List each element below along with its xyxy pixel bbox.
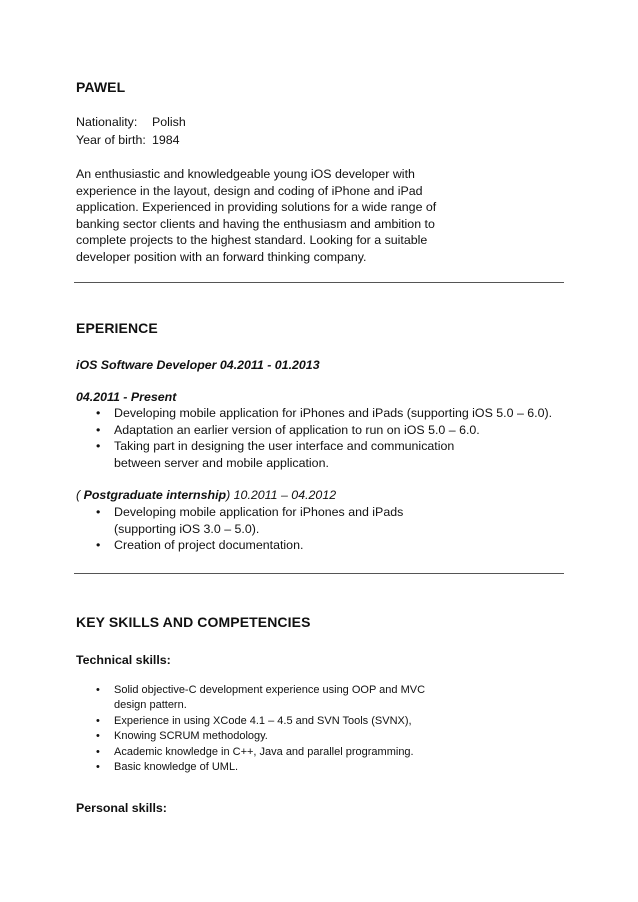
- bullet: •: [96, 684, 100, 696]
- bullet: •: [96, 505, 101, 519]
- section-divider: [74, 573, 564, 574]
- summary-line: An enthusiastic and knowledgeable young iOS developer with: [76, 167, 415, 181]
- period2-bullets: [96, 504, 403, 554]
- list-item: • Taking part in designing the user interface and communication between server and mobile application.: [96, 439, 455, 470]
- list-item: • Developing mobile application for iPhones and iPads (supporting iOS 3.0 – 5.0).: [96, 505, 404, 536]
- bullet: •: [96, 745, 100, 758]
- list-item: • Solid objective-C development experience using OOP and MVC design pattern.: [96, 684, 426, 712]
- birth-year-row: [76, 132, 180, 149]
- period-label: 04.2011 - Present: [76, 390, 177, 404]
- list-item: • Creation of project documentation.: [96, 538, 304, 553]
- nationality-label: Nationality:: [76, 115, 138, 129]
- summary-line: application. Experienced in providing solutions for a wide range of: [76, 200, 437, 215]
- technical-skills-list: [96, 683, 425, 775]
- bullet: •: [96, 422, 101, 437]
- list-item: • Experience in using XCode 4.1 – 4.5 and SVN Tools (SVNX),: [96, 714, 425, 729]
- list-item: • Academic knowledge in C++, Java and parallel programming.: [96, 745, 425, 760]
- summary-paragraph: [76, 166, 436, 266]
- bullet: •: [96, 730, 100, 743]
- nationality-value: Polish: [152, 115, 186, 129]
- section-divider: [74, 282, 564, 283]
- nationality-row: [76, 114, 186, 131]
- bullet: •: [96, 761, 100, 774]
- bullet: •: [96, 439, 101, 454]
- birth-year-value: 1984: [152, 133, 180, 147]
- job-title: iOS Software Developer 04.2011 - 01.2013: [76, 358, 320, 372]
- list-item: • Basic knowledge of UML.: [96, 760, 425, 775]
- list-item: • Knowing SCRUM methodology.: [96, 729, 425, 744]
- bullet: •: [96, 406, 101, 420]
- bullet: •: [96, 714, 100, 727]
- skills-heading: KEY SKILLS AND COMPETENCIES: [76, 614, 311, 630]
- candidate-name: PAWEL: [76, 79, 126, 95]
- internship-label: ( Postgraduate internship) 10.2011 – 04.2012: [76, 488, 337, 502]
- bullet: •: [96, 538, 101, 553]
- summary-line: complete projects to the highest standard. Looking for a suitable: [76, 233, 428, 248]
- period1-bullets: [96, 405, 552, 471]
- list-item: • Developing mobile application for iPhones and iPads (supporting iOS 5.0 – 6.0).: [96, 406, 553, 420]
- technical-skills-label: Technical skills:: [76, 653, 171, 667]
- birth-year-label: Year of birth:: [76, 133, 146, 147]
- summary-line: developer position with an forward thinking company.: [76, 249, 367, 264]
- summary-line: experience in the layout, design and coding of iPhone and iPad: [76, 183, 423, 198]
- experience-heading: EPERIENCE: [76, 320, 158, 336]
- list-item: • Adaptation an earlier version of application to run on iOS 5.0 – 6.0.: [96, 422, 480, 437]
- summary-line: banking sector clients and having the enthusiasm and ambition to: [76, 216, 435, 231]
- personal-skills-label: Personal skills:: [76, 801, 167, 815]
